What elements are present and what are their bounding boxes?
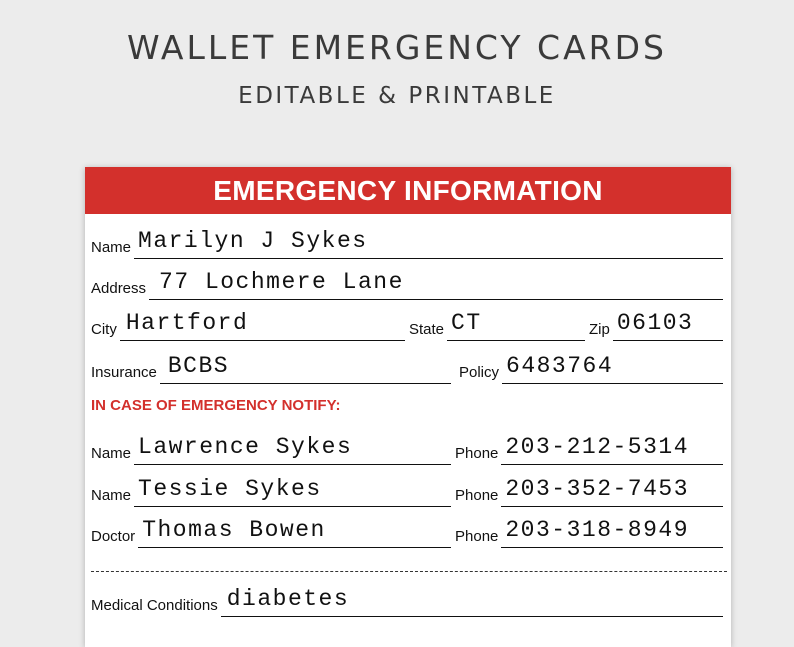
cut-line-divider (91, 571, 727, 572)
medical-label: Medical Conditions (91, 597, 218, 614)
page-subtitle: EDITABLE & PRINTABLE (238, 83, 556, 109)
doctor-phone-label: Phone (455, 528, 499, 545)
policy-label: Policy (459, 364, 500, 381)
doctor-name-field[interactable]: Thomas Bowen (138, 515, 451, 548)
medical-row (91, 583, 723, 617)
insurance-row (91, 350, 723, 384)
policy-field[interactable]: 6483764 (502, 351, 723, 384)
contact-phone-field[interactable]: 203-352-7453 (501, 474, 723, 507)
address-label: Address (91, 280, 147, 297)
doctor-phone-field[interactable]: 203-318-8949 (501, 515, 723, 548)
doctor-row (91, 514, 723, 548)
contact-name-label: Name (91, 487, 132, 504)
medical-field[interactable]: diabetes (221, 584, 723, 617)
notify-heading: IN CASE OF EMERGENCY NOTIFY: (91, 397, 341, 414)
name-field[interactable]: Marilyn J Sykes (134, 226, 723, 259)
address-field[interactable]: 77 Lochmere Lane (149, 267, 723, 300)
contact-name-field[interactable]: Lawrence Sykes (134, 432, 451, 465)
contact-phone-label: Phone (455, 445, 499, 462)
contact-name-field[interactable]: Tessie Sykes (134, 474, 451, 507)
contact-row (91, 431, 723, 465)
insurance-label: Insurance (91, 364, 157, 381)
address-row (91, 266, 723, 300)
city-field[interactable]: Hartford (120, 308, 405, 341)
insurance-field[interactable]: BCBS (160, 351, 451, 384)
contact-phone-label: Phone (455, 487, 499, 504)
card-heading: EMERGENCY INFORMATION (85, 167, 731, 214)
state-field[interactable]: CT (447, 308, 585, 341)
contact-name-label: Name (91, 445, 132, 462)
page-title: WALLET EMERGENCY CARDS (127, 28, 667, 67)
city-state-zip-row (91, 307, 723, 341)
city-label: City (91, 321, 117, 338)
contact-phone-field[interactable]: 203-212-5314 (501, 432, 723, 465)
zip-field[interactable]: 06103 (613, 308, 723, 341)
doctor-label: Doctor (91, 528, 136, 545)
name-label: Name (91, 239, 132, 256)
emergency-card (85, 167, 731, 647)
state-label: State (409, 321, 445, 338)
zip-label: Zip (589, 321, 610, 338)
contact-row (91, 473, 723, 507)
name-row (91, 225, 723, 259)
